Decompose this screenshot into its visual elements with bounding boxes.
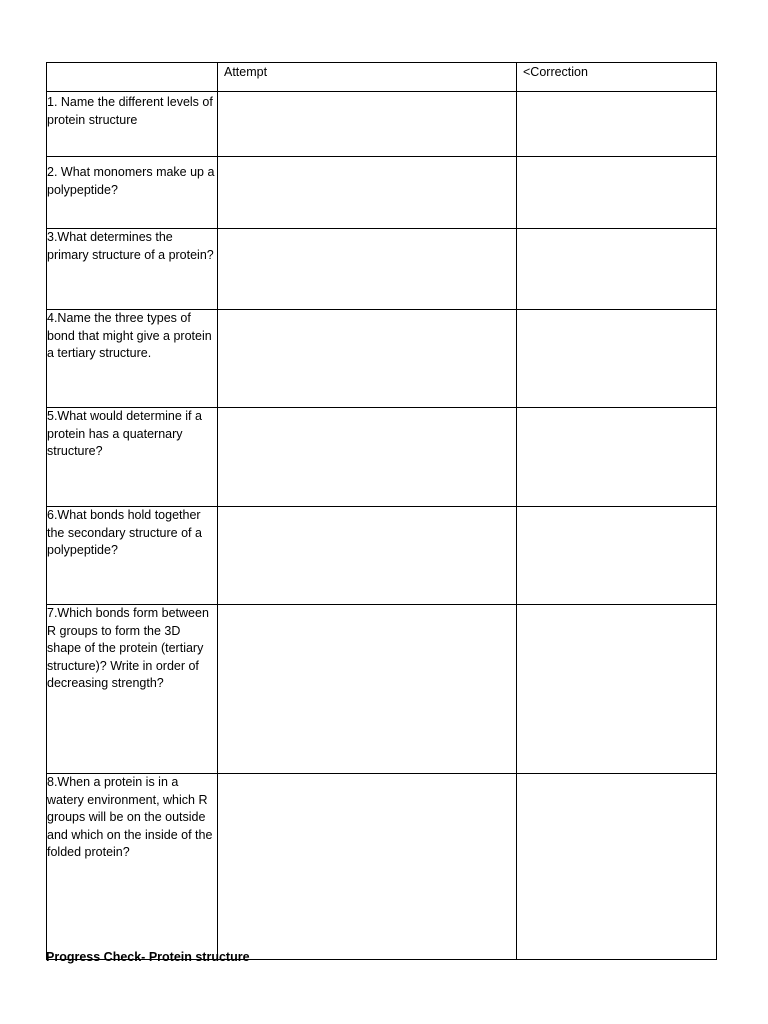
correction-cell[interactable] [517, 774, 717, 960]
attempt-column-header: Attempt [218, 63, 517, 92]
document-title: Progress Check- Protein structure [46, 950, 250, 964]
attempt-cell[interactable] [218, 229, 517, 310]
question-cell: 3.What determines the primary structure of a protein? [47, 229, 218, 310]
table-row [47, 507, 717, 605]
correction-cell[interactable] [517, 507, 717, 605]
correction-column-header: <Correction [517, 63, 717, 92]
question-cell: 8.When a protein is in a watery environment, which R groups will be on the outside and which on the inside of the folded protein? [47, 774, 218, 960]
table-header-row [47, 63, 717, 92]
attempt-cell[interactable] [218, 774, 517, 960]
attempt-cell[interactable] [218, 92, 517, 157]
correction-cell[interactable] [517, 157, 717, 229]
correction-cell[interactable] [517, 92, 717, 157]
question-cell: 7.Which bonds form between R groups to form the 3D shape of the protein (tertiary structure)? Write in order of decreasing strength? [47, 605, 218, 774]
attempt-cell[interactable] [218, 605, 517, 774]
attempt-cell[interactable] [218, 507, 517, 605]
question-cell: 6.What bonds hold together the secondary structure of a polypeptide? [47, 507, 218, 605]
question-cell: 2. What monomers make up a polypeptide? [47, 157, 218, 229]
table-row [47, 408, 717, 507]
question-cell: 5.What would determine if a protein has a quaternary structure? [47, 408, 218, 507]
table-row [47, 92, 717, 157]
correction-cell[interactable] [517, 605, 717, 774]
table-row [47, 310, 717, 408]
question-cell: 4.Name the three types of bond that might give a protein a tertiary structure. [47, 310, 218, 408]
table-row [47, 157, 717, 229]
table-row [47, 229, 717, 310]
correction-cell[interactable] [517, 310, 717, 408]
progress-check-table [46, 62, 717, 960]
correction-cell[interactable] [517, 229, 717, 310]
question-column-header [47, 63, 218, 92]
table-row [47, 774, 717, 960]
question-cell: 1. Name the different levels of protein structure [47, 92, 218, 157]
attempt-cell[interactable] [218, 408, 517, 507]
table-row [47, 605, 717, 774]
attempt-cell[interactable] [218, 157, 517, 229]
attempt-cell[interactable] [218, 310, 517, 408]
correction-cell[interactable] [517, 408, 717, 507]
